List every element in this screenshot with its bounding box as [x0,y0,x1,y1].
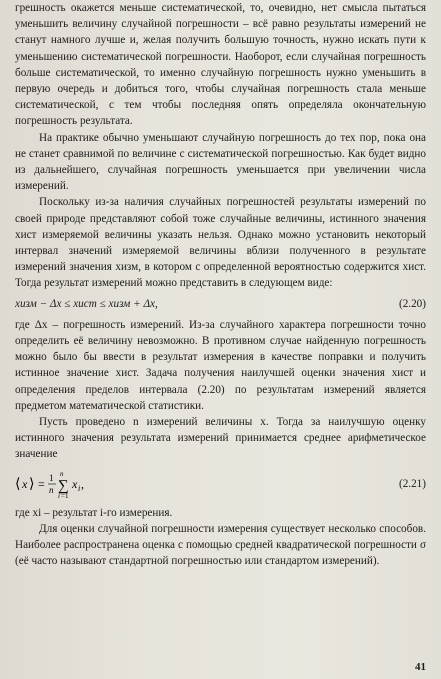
formula-2-20 [15,296,426,312]
paragraph-6: где xi – результат i-го измерения. [15,506,173,519]
page-text [15,0,426,570]
formula-2-21-number: (2.21) [398,477,426,490]
formula-2-21-expression [15,469,125,499]
svg-text:i: i [58,491,60,499]
paragraph-4: где Δx – погрешность измерений. Из-за случайного характера погрешности точно определить её величину невозможно. В противном случае найденную погрешность можно было бы ввести в результат измерения в качестве поправки и получить истинное значение xист. Задача получения наилучшей оценки значения xист и определения пределов интервала (2.20) по результатам измерений является предметом математической статистики. [15,318,426,412]
svg-text:=1: =1 [61,491,69,499]
formula-2-21 [15,469,426,499]
svg-text:∑: ∑ [58,477,69,494]
svg-text:x: x [22,476,28,491]
formula-2-20-number: (2.20) [398,297,426,310]
paragraph-7: Для оценки случайной погрешности измерения существует несколько способов. Наиболее распространена оценка с помощью средней квадратической погрешности σ (её часто называют стандартной погрешностью или стандартом измерений). [15,522,426,568]
svg-text:=: = [38,476,45,491]
svg-text:1: 1 [49,472,54,483]
svg-text:⟩: ⟩ [29,476,35,492]
svg-text:⟨: ⟨ [15,476,21,492]
paragraph-1: грешность окажется меньше систематической, то, очевидно, нет смысла пытаться уменьшить величину случайной погрешности – всё равно результаты измерений не станут намного лучше и, желая получить большую точность, нужно искать пути к уменьшению систематической погрешности. Наоборот, если случайная погрешность больше систематической, то именно случайную погрешность нужно уменьшить в первую очередь и добиться того, чтобы случайная погрешность стала меньше систематической, с тем чтобы последняя опять определяла окончательную погрешность результата. [15,2,426,128]
paragraph-2: На практике обычно уменьшают случайную погрешность до тех пор, пока она не станет сравнимой по величине с систематической погрешностью. Как будет видно из дальнейшего, случайная погрешность уменьшается при увеличении числа измерений. [15,131,426,193]
paragraph-3: Поскольку из-за наличия случайных погрешностей результаты измерений по своей природе представляют собой тоже случайные величины, истинного значения xист измеряемой величины указать нельзя. Однако можно установить некоторый интервал значений измеряемой величины вблизи полученного в результате измерений значения xизм, в котором с определенной вероятностью содержится xист. Тогда результат измерений можно представить в следующем виде: [15,196,426,290]
svg-text:i: i [78,483,81,493]
page-number: 41 [415,661,426,673]
svg-text:x: x [72,476,78,491]
paragraph-5: Пусть проведено n измерений величины x. Тогда за наилучшую оценку истинного значения результата измерений принимается среднее арифметическое значение [15,416,426,461]
formula-2-20-expression: xизм − Δx ≤ xист ≤ xизм + Δx, [15,297,158,310]
svg-text:,: , [81,476,84,491]
svg-text:n: n [49,484,54,495]
svg-text:n: n [60,469,64,478]
